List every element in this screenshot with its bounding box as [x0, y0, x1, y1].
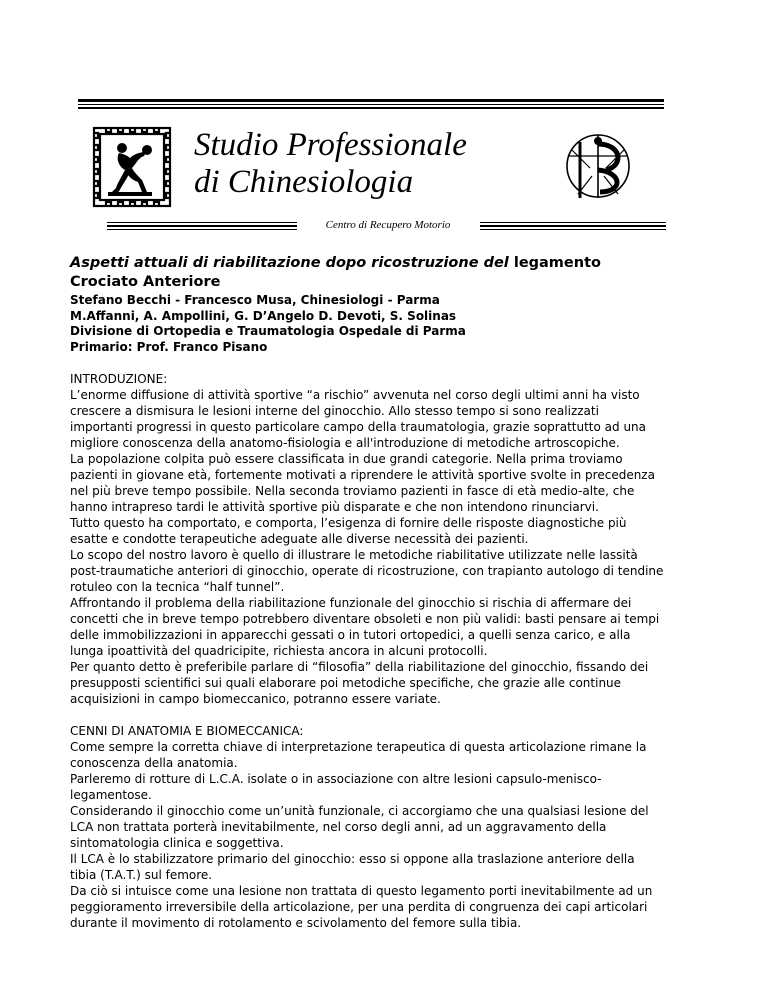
- article-title-part1: Aspetti attuali di riabilitazione dopo ricostruzione del: [70, 255, 514, 271]
- body-line: tibia (T.A.T.) sul femore.: [70, 868, 213, 882]
- body-line: Parleremo di rotture di L.C.A. isolate o in associazione con altre lesioni capsulo-menisco-: [70, 772, 602, 786]
- letterhead-title-line1: Studio Professionale: [194, 127, 467, 163]
- article-title: [70, 254, 690, 292]
- vitruvian-man-icon: [562, 130, 636, 202]
- body-line: Il LCA è lo stabilizzatore primario del ginocchio: esso si oppone alla traslazione anteriore della: [70, 852, 635, 866]
- discobolus-greek-key-icon: [92, 126, 172, 208]
- section-heading-introduzione: INTRODUZIONE:: [70, 372, 168, 386]
- letterhead-title-line2: di Chinesiologia: [194, 164, 414, 200]
- body-line: concetti che in breve tempo potrebbero diventare obsoleti e non più validi: basti pensare ai tempi: [70, 612, 660, 626]
- body-line: durante il movimento di rotolamento e scivolamento del femore sulla tibia.: [70, 916, 522, 930]
- body-line: crescere a dismisura le lesioni interne del ginocchio. Allo stesso tempo si sono realizzati: [70, 404, 599, 418]
- paragraph-gap: [70, 707, 710, 723]
- body-line: lunga ipoattività del quadricipite, richiesta ancora in alcuni protocolli.: [70, 644, 488, 658]
- body-line: Affrontando il problema della riabilitazione funzionale del ginocchio si rischia di affermare dei: [70, 596, 632, 610]
- body-line: hanno intrapreso tardi le attività sportive più disparate e che non intendono rinunciarvi.: [70, 500, 599, 514]
- authors-block: [70, 293, 710, 355]
- body-line: acquisizioni in campo biomeccanico, potranno essere variate.: [70, 692, 441, 706]
- body-line: importanti progressi in questo particolare campo della traumatologia, grazie soprattutto ad una: [70, 420, 647, 434]
- author-line: Primario: Prof. Franco Pisano: [70, 339, 268, 354]
- body-line: migliore conoscenza della anatomo-fisiologia e all'introduzione di metodiche artroscopiche.: [70, 436, 620, 450]
- section-heading-anatomia: CENNI DI ANATOMIA E BIOMECCANICA:: [70, 724, 304, 738]
- author-line: Stefano Becchi - Francesco Musa, Chinesiologi - Parma: [70, 293, 440, 307]
- body-line: LCA non trattata porterà inevitabilmente, nel corso degli anni, ad un aggravamento della: [70, 820, 607, 834]
- body-line: conoscenza della anatomia.: [70, 756, 238, 770]
- subtitle-rule-right: [480, 222, 666, 230]
- subtitle-rule-left: [107, 222, 297, 230]
- body-line: delle immobilizzazioni in apparecchi gessati o in tutori ortopedici, a quelli senza carico, e alla: [70, 628, 631, 642]
- body-line: peggioramento irreversibile della articolazione, per una perdita di congruenza dei capi articolari: [70, 900, 648, 914]
- body-line: Considerando il ginocchio come un’unità funzionale, ci accorgiamo che una qualsiasi lesione del: [70, 804, 649, 818]
- body-line: post-traumatiche anteriori di ginocchio, operate di ricostruzione, con trapianto autologo di tendine: [70, 564, 664, 578]
- body-line: legamentose.: [70, 788, 152, 802]
- body-line: presupposti scientifici sui quali elaborare poi metodiche specifiche, che grazie alle continue: [70, 676, 622, 690]
- body-line: L’enorme diffusione di attività sportive “a rischio” avvenuta nel corso degli ultimi anni ha visto: [70, 388, 640, 402]
- article-body: [70, 371, 710, 931]
- body-line: rotuleo con la tecnica “half tunnel”.: [70, 580, 285, 594]
- body-line: sintomatologia clinica e soggettiva.: [70, 836, 284, 850]
- body-line: La popolazione colpita può essere classificata in due grandi categorie. Nella prima troviamo: [70, 452, 623, 466]
- letterhead-subtitle: Centro di Recupero Motorio: [325, 219, 451, 231]
- body-line: esatte e condotte terapeutiche adeguate alle diverse necessità dei pazienti.: [70, 532, 529, 546]
- author-line: Divisione di Ortopedia e Traumatologia Ospedale di Parma: [70, 324, 466, 338]
- body-line: pazienti in giovane età, fortemente motivati a riprendere le attività sportive svolte in precedenza: [70, 468, 655, 482]
- body-line: nel più breve tempo possibile. Nella seconda troviamo pazienti in fasce di età medio-alte, che: [70, 484, 635, 498]
- author-line: M.Affanni, A. Ampollini, G. D’Angelo D. Devoti, S. Solinas: [70, 308, 457, 323]
- body-line: Tutto questo ha comportato, e comporta, l’esigenza di fornire delle risposte diagnostiche più: [70, 516, 627, 530]
- article-title-line2: Crociato Anteriore: [70, 274, 221, 290]
- article-title-part2: legamento: [513, 255, 601, 271]
- body-line: Per quanto detto è preferibile parlare di “filosofia” della riabilitazione del ginocchio, fissando dei: [70, 660, 649, 674]
- body-line: Lo scopo del nostro lavoro è quello di illustrare le metodiche riabilitative utilizzate nelle lassità: [70, 548, 638, 562]
- body-line: Da ciò si intuisce come una lesione non trattata di questo legamento porti inevitabilmente ad un: [70, 884, 653, 898]
- body-line: Come sempre la corretta chiave di interpretazione terapeutica di questa articolazione rimane la: [70, 740, 647, 754]
- header-top-rule: [78, 99, 664, 109]
